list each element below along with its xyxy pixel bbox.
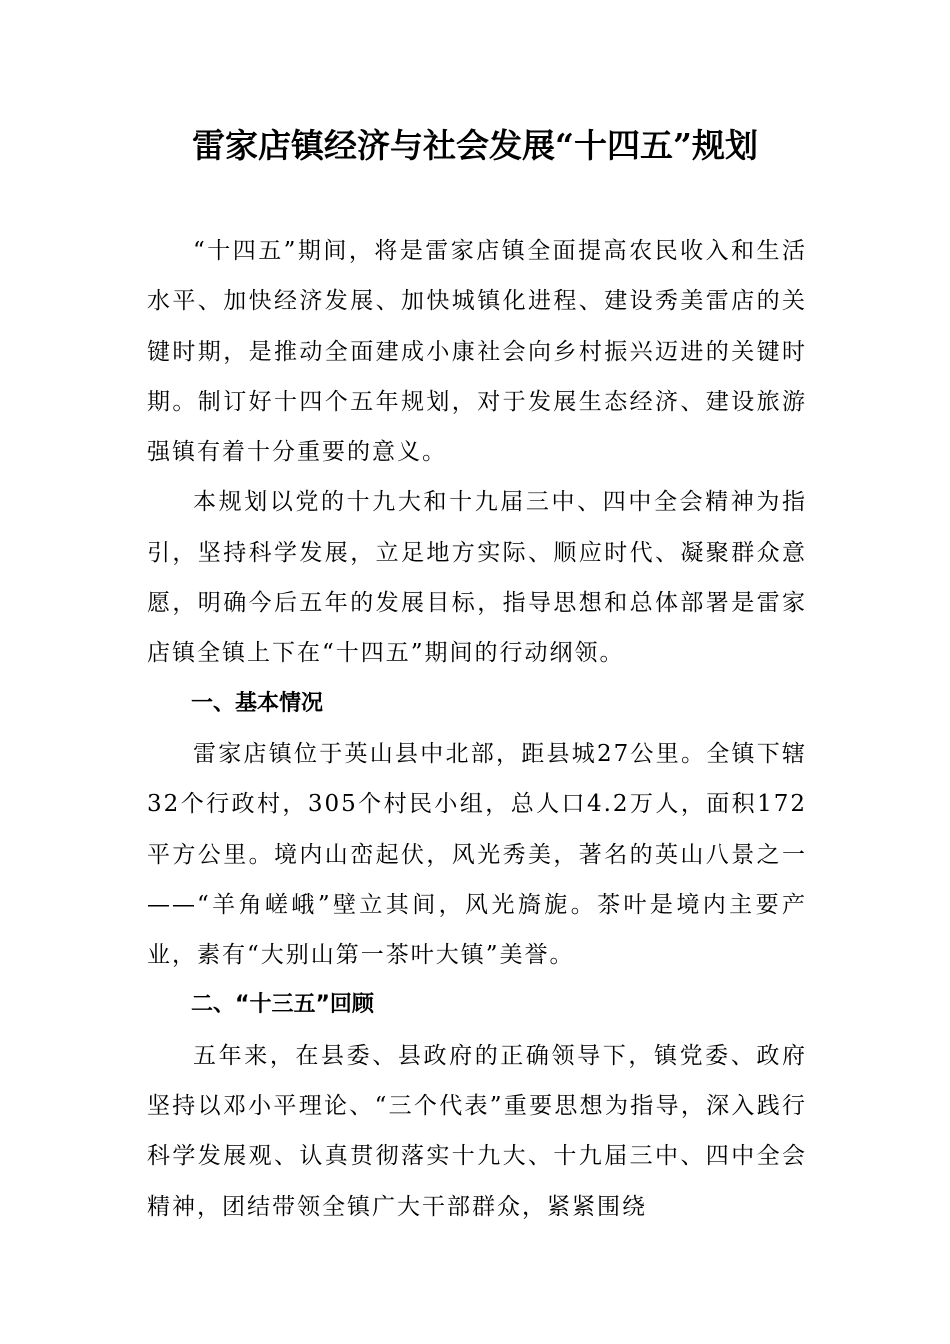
intro-paragraph-1: “十四五”期间，将是雷家店镇全面提高农民收入和生活水平、加快经济发展、加快城镇化进程、建设秀美雷店的关键时期，是推动全面建成小康社会向乡村振兴迈进的关键时期。制订好十四个五年规划，对于发展生态经济、建设旅游强镇有着十分重要的意义。 [147,238,807,466]
section-heading-basic-info: 一、基本情况 [191,690,324,716]
intro-paragraph-2: 本规划以党的十九大和十九届三中、四中全会精神为指引，坚持科学发展，立足地方实际、顺应时代、凝聚群众意愿，明确今后五年的发展目标，指导思想和总体部署是雷家店镇全镇上下在“十四五”期间的行动纲领。 [147,489,807,667]
basic-info-paragraph: 雷家店镇位于英山县中北部，距县城27公里。全镇下辖32个行政村，305个村民小组，总人口4.2万人，面积172平方公里。境内山峦起伏，风光秀美，著名的英山八景之一——“羊角嵯峨”壁立其间，风光旖旎。茶叶是境内主要产业，素有“大别山第一茶叶大镇”美誉。 [147,740,807,969]
document-title: 雷家店镇经济与社会发展“十四五”规划 [192,126,758,165]
section-heading-review: 二、“十三五”回顾 [191,992,374,1018]
review-paragraph: 五年来，在县委、县政府的正确领导下，镇党委、政府坚持以邓小平理论、“三个代表”重要思想为指导，深入践行科学发展观、认真贯彻落实十九大、十九届三中、四中全会精神，团结带领全镇广大干部群众，紧紧围绕 [147,1042,807,1220]
document-body [147,226,807,1232]
